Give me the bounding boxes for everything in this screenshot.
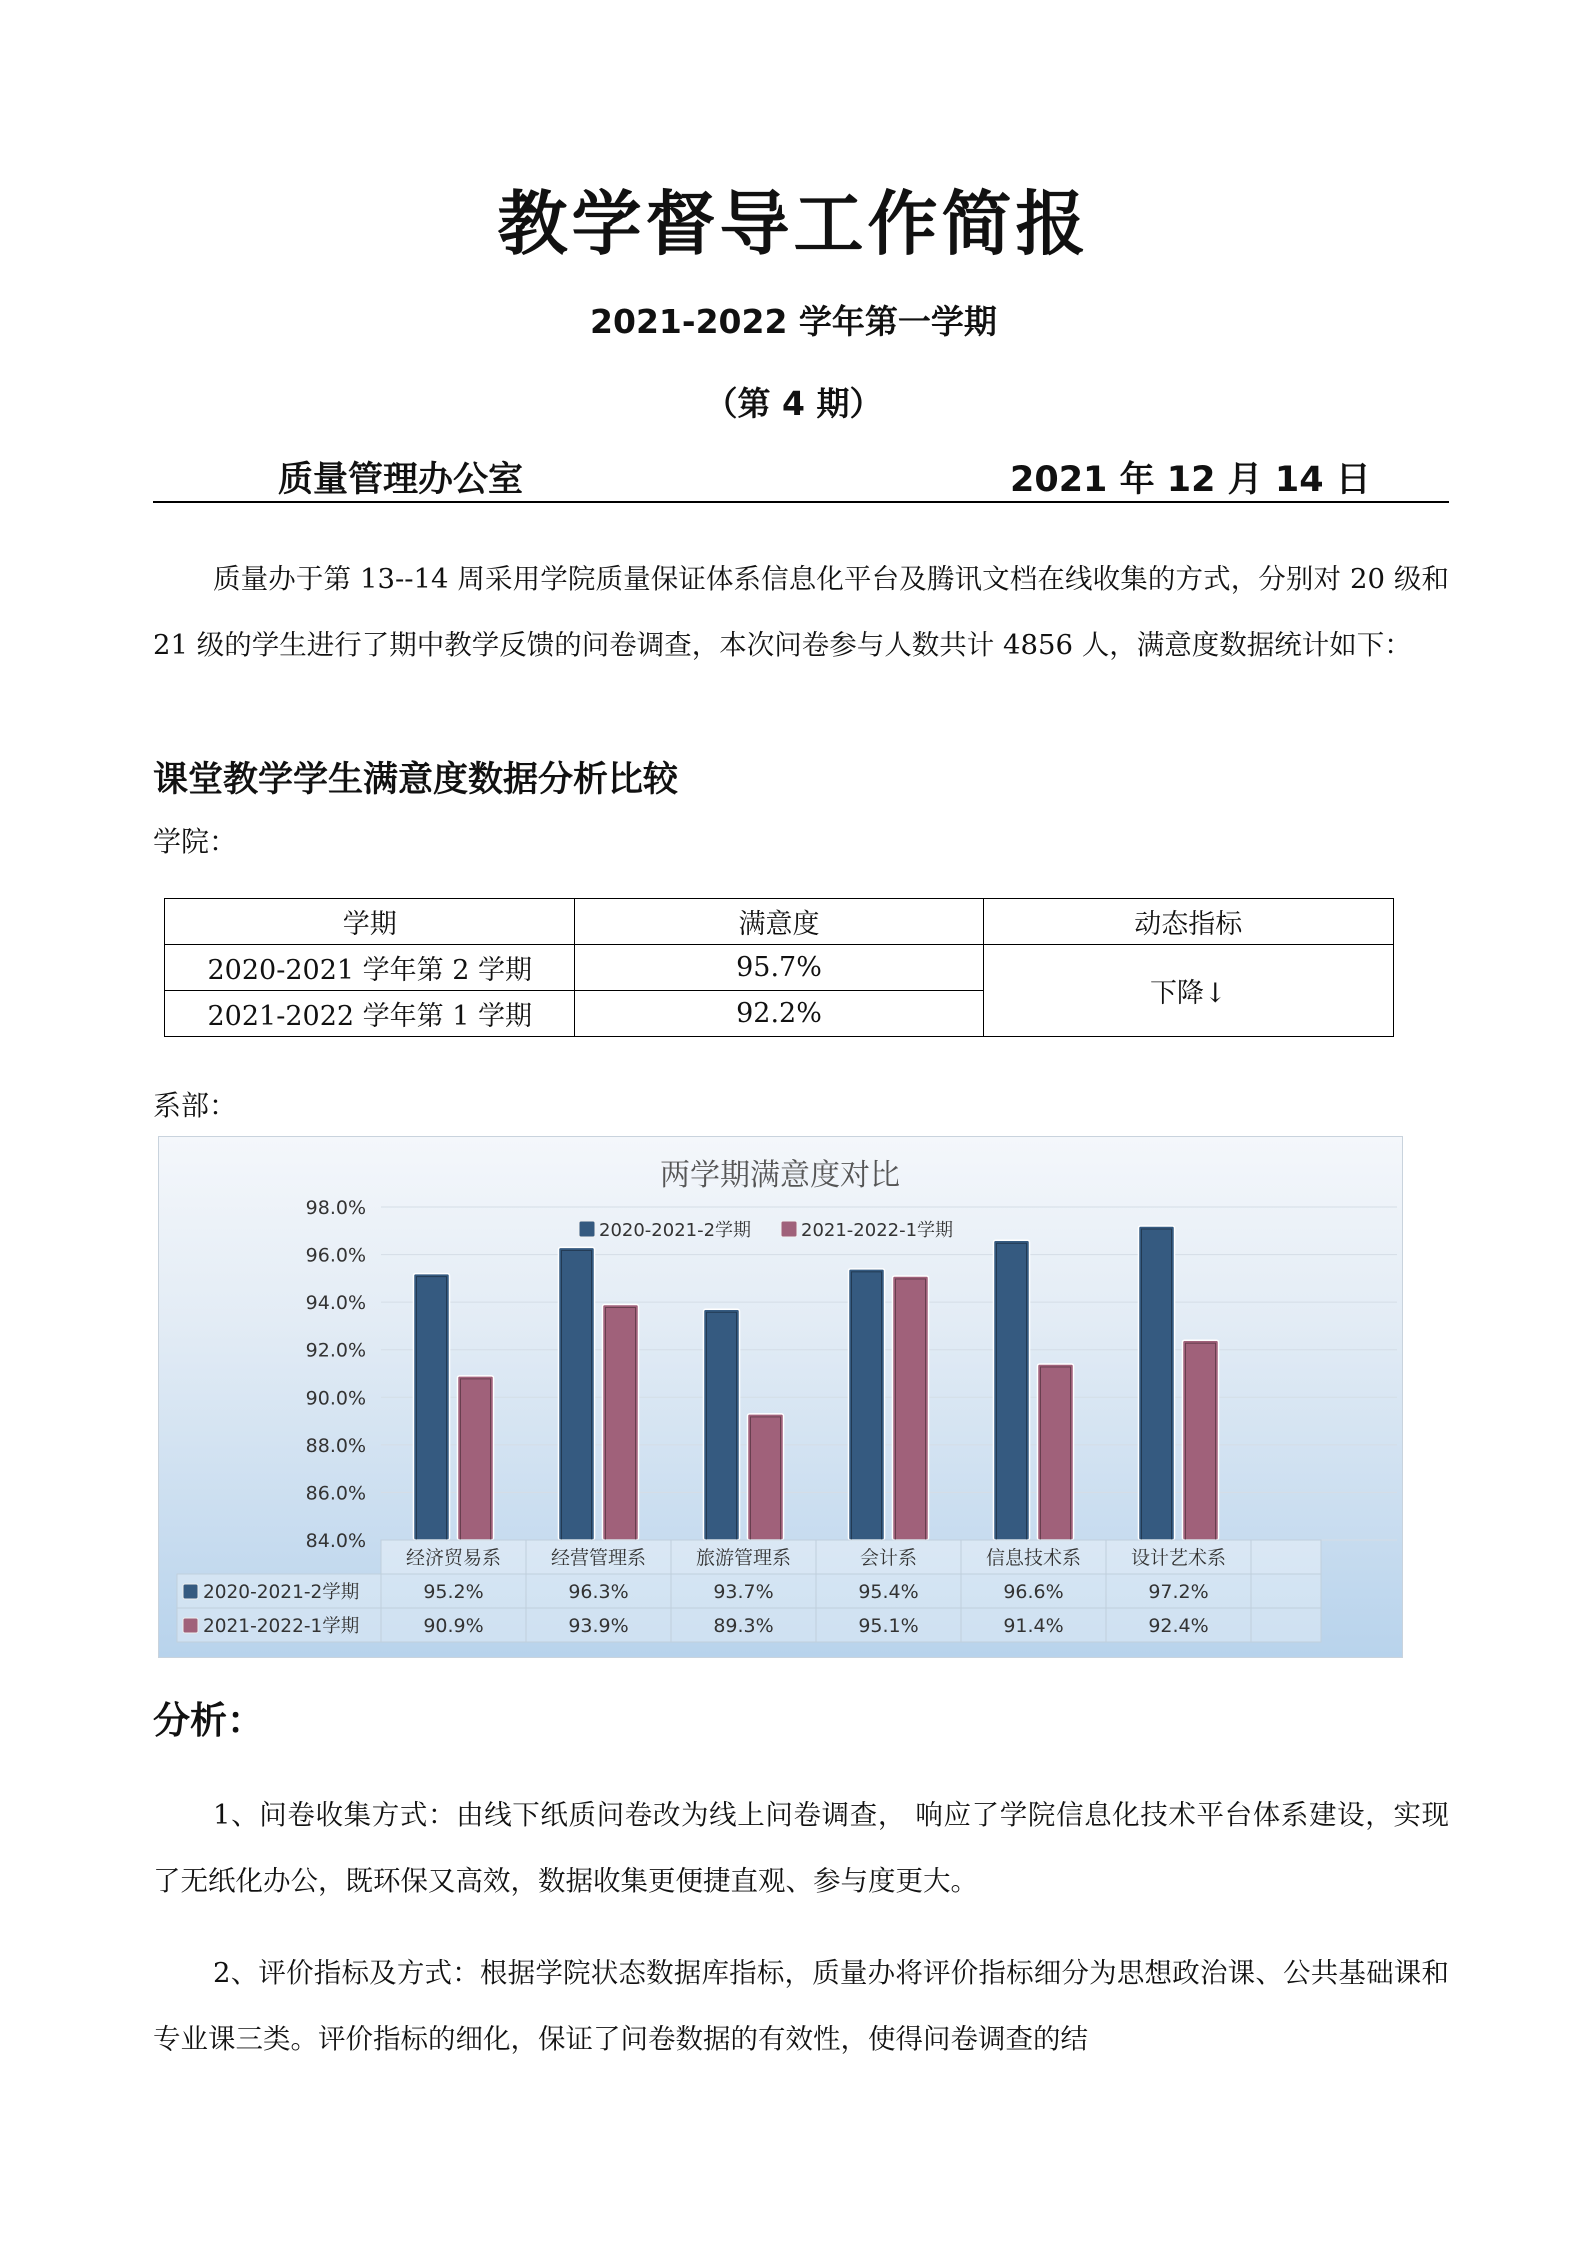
x-tick-label: 经营管理系 [550, 1547, 647, 1569]
data-label: 96.6% [1003, 1581, 1064, 1603]
table-series-label: 2020-2021-2学期 [203, 1582, 360, 1603]
term-subtitle: 2021-2022 学年第一学期 [590, 302, 997, 341]
bar [704, 1309, 740, 1540]
y-tick-label: 96.0% [305, 1244, 366, 1267]
x-tick-label: 经济贸易系 [405, 1547, 502, 1569]
legend-label: 2021-2022-1学期 [801, 1220, 954, 1241]
table-header-row [165, 899, 1394, 945]
term-cell: 2021-2022 学年第 1 学期 [165, 991, 575, 1037]
table-legend-swatch [183, 1584, 198, 1599]
table-legend-swatch [183, 1618, 198, 1633]
legend-swatch [579, 1221, 595, 1237]
data-label: 89.3% [713, 1615, 774, 1637]
bar [893, 1276, 929, 1540]
legend-swatch [781, 1221, 797, 1237]
data-label: 91.4% [1003, 1615, 1064, 1637]
term-cell: 2020-2021 学年第 2 学期 [165, 945, 575, 991]
analysis-paragraph: 1、问卷收集方式：由线下纸质问卷改为线上问卷调查， 响应了学院信息化技术平台体系建设，实现了无纸化办公，既环保又高效，数据收集更便捷直观、参与度更大。 [153, 1799, 1449, 1897]
data-label: 92.4% [1148, 1615, 1209, 1637]
y-tick-label: 94.0% [305, 1292, 366, 1315]
legend-label: 2020-2021-2学期 [599, 1220, 752, 1241]
y-tick-label: 90.0% [305, 1387, 366, 1410]
section-title: 课堂教学学生满意度数据分析比较 [153, 760, 679, 800]
publish-date: 2021 年 12 月 14 日 [1010, 460, 1371, 500]
bar [603, 1305, 639, 1540]
bar [849, 1269, 885, 1540]
data-label: 93.9% [568, 1615, 629, 1637]
bar [994, 1240, 1030, 1540]
bar [1139, 1226, 1175, 1540]
header-divider [153, 501, 1449, 503]
bar [1183, 1340, 1219, 1540]
y-tick-label: 84.0% [305, 1530, 366, 1552]
bar [559, 1247, 595, 1540]
y-tick-label: 88.0% [305, 1434, 366, 1457]
bar [1038, 1364, 1074, 1540]
bar [748, 1414, 784, 1540]
data-label: 95.2% [423, 1581, 484, 1603]
trend-cell: 下降↓ [983, 945, 1394, 1037]
x-tick-label: 设计艺术系 [1130, 1547, 1227, 1569]
bar-chart-svg [159, 1137, 1402, 1657]
data-label: 90.9% [423, 1615, 484, 1637]
y-tick-label: 98.0% [305, 1197, 366, 1219]
bar [414, 1274, 450, 1540]
y-tick-label: 92.0% [305, 1339, 366, 1362]
office-name: 质量管理办公室 [278, 460, 524, 500]
x-tick-label: 旅游管理系 [695, 1547, 792, 1569]
rate-cell: 95.7% [575, 945, 983, 991]
chart-title: 两学期满意度对比 [660, 1158, 900, 1193]
x-tick-label: 会计系 [859, 1547, 918, 1569]
page-title: 教学督导工作简报 [497, 183, 1090, 265]
table-row [165, 945, 1394, 991]
issue-number: （第 4 期） [704, 384, 883, 423]
bar [458, 1376, 494, 1540]
y-tick-label: 86.0% [305, 1482, 366, 1505]
data-label: 97.2% [1148, 1581, 1209, 1603]
data-label: 96.3% [568, 1581, 629, 1603]
table-header: 满意度 [575, 899, 983, 945]
college-satisfaction-table [164, 898, 1394, 1037]
data-label: 95.1% [858, 1615, 919, 1637]
analysis-title: 分析： [153, 1699, 264, 1742]
x-tick-label: 信息技术系 [985, 1547, 1082, 1569]
college-label: 学院： [153, 825, 238, 858]
analysis-paragraph: 2、评价指标及方式：根据学院状态数据库指标，质量办将评价指标细分为思想政治课、公共基础课和专业课三类。评价指标的细化，保证了问卷数据的有效性，使得问卷调查的结 [153, 1957, 1449, 2055]
table-header: 动态指标 [983, 899, 1394, 945]
rate-cell: 92.2% [575, 991, 983, 1037]
department-chart [158, 1136, 1403, 1658]
intro-paragraph: 质量办于第 13--14 周采用学院质量保证体系信息化平台及腾讯文档在线收集的方式，分别对 20 级和 21 级的学生进行了期中教学反馈的问卷调查，本次问卷参与人数共计 4856 人，满意度数据统计如下： [153, 563, 1449, 661]
data-label: 93.7% [713, 1581, 774, 1603]
table-header: 学期 [165, 899, 575, 945]
department-label: 系部： [153, 1089, 238, 1122]
data-label: 95.4% [858, 1581, 919, 1603]
table-series-label: 2021-2022-1学期 [203, 1616, 360, 1637]
